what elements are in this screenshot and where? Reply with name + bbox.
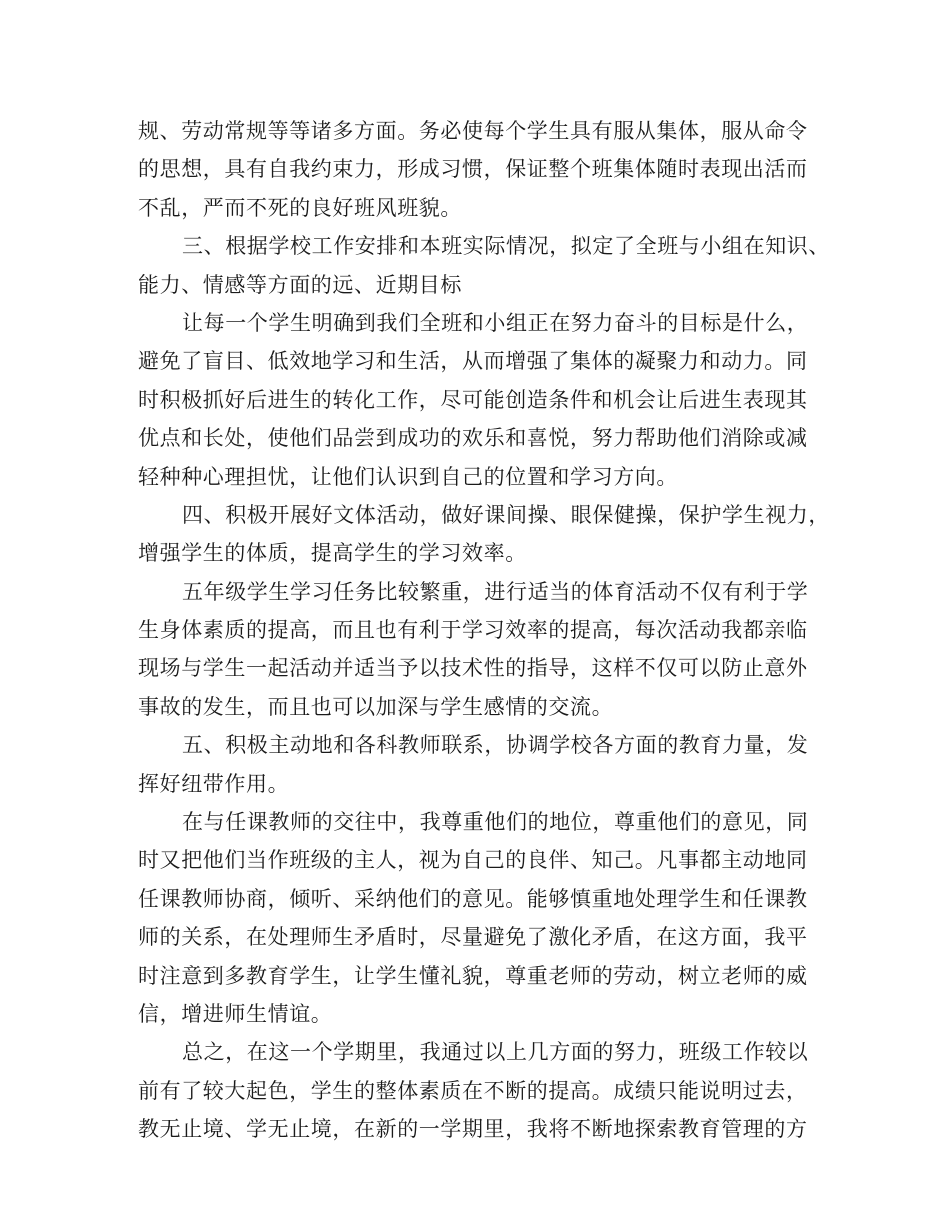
text-line: 不乱，严而不死的良好班风班貌。: [138, 195, 462, 220]
text-line: 轻种种心理担忧，让他们认识到自己的位置和学习方向。: [138, 464, 678, 489]
text-line: 的思想，具有自我约束力，形成习惯，保证整个班集体随时表现出活而: [138, 157, 808, 182]
text-line: 五、积极主动地和各科教师联系，协调学校各方面的教育力量，发: [182, 733, 809, 758]
text-line: 挥好纽带作用。: [138, 771, 290, 796]
text-line: 五年级学生学习任务比较繁重，进行适当的体育活动不仅有利于学: [182, 579, 809, 604]
text-line: 师的关系，在处理师生矛盾时，尽量避免了激化矛盾，在这方面，我平: [138, 925, 808, 950]
text-line: 时又把他们当作班级的主人，视为自己的良伴、知己。凡事都主动地同: [138, 848, 808, 873]
text-line: 事故的发生，而且也可以加深与学生感情的交流。: [138, 694, 614, 719]
text-line: 生身体素质的提高，而且也有利于学习效率的提高，每次活动我都亲临: [138, 618, 808, 643]
text-line: 在与任课教师的交往中，我尊重他们的地位，尊重他们的意见，同: [182, 810, 809, 835]
text-line: 总之，在这一个学期里，我通过以上几方面的努力，班级工作较以: [182, 1040, 809, 1065]
text-line: 前有了较大起色，学生的整体素质在不断的提高。成绩只能说明过去，: [138, 1078, 808, 1103]
text-line: 现场与学生一起活动并适当予以技术性的指导，这样不仅可以防止意外: [138, 656, 808, 681]
text-line: 增强学生的体质，提高学生的学习效率。: [138, 541, 527, 566]
text-line: 让每一个学生明确到我们全班和小组正在努力奋斗的目标是什么，: [182, 310, 809, 335]
text-line: 能力、情感等方面的远、近期目标: [138, 272, 462, 297]
text-line: 任课教师协商，倾听、采纳他们的意见。能够慎重地处理学生和任课教: [138, 886, 808, 911]
text-line: 时注意到多教育学生，让学生懂礼貌，尊重老师的劳动，树立老师的威: [138, 963, 808, 988]
text-line: 规、劳动常规等等诸多方面。务必使每个学生具有服从集体，服从命令: [138, 119, 808, 143]
text-line: 优点和长处，使他们品尝到成功的欢乐和喜悦，努力帮助他们消除或减: [138, 426, 808, 451]
document-body: [138, 112, 830, 1149]
text-line: 四、积极开展好文体活动，做好课间操、眼保健操，保护学生视力，: [182, 502, 830, 527]
text-line: 三、根据学校工作安排和本班实际情况，拟定了全班与小组在知识、: [182, 234, 830, 259]
text-line: 避免了盲目、低效地学习和生活，从而增强了集体的凝聚力和动力。同: [138, 349, 808, 374]
text-line: 时积极抓好后进生的转化工作，尽可能创造条件和机会让后进生表现其: [138, 387, 808, 412]
text-line: 教无止境、学无止境，在新的一学期里，我将不断地探索教育管理的方: [138, 1117, 808, 1142]
text-line: 信，增进师生情谊。: [138, 1001, 333, 1026]
